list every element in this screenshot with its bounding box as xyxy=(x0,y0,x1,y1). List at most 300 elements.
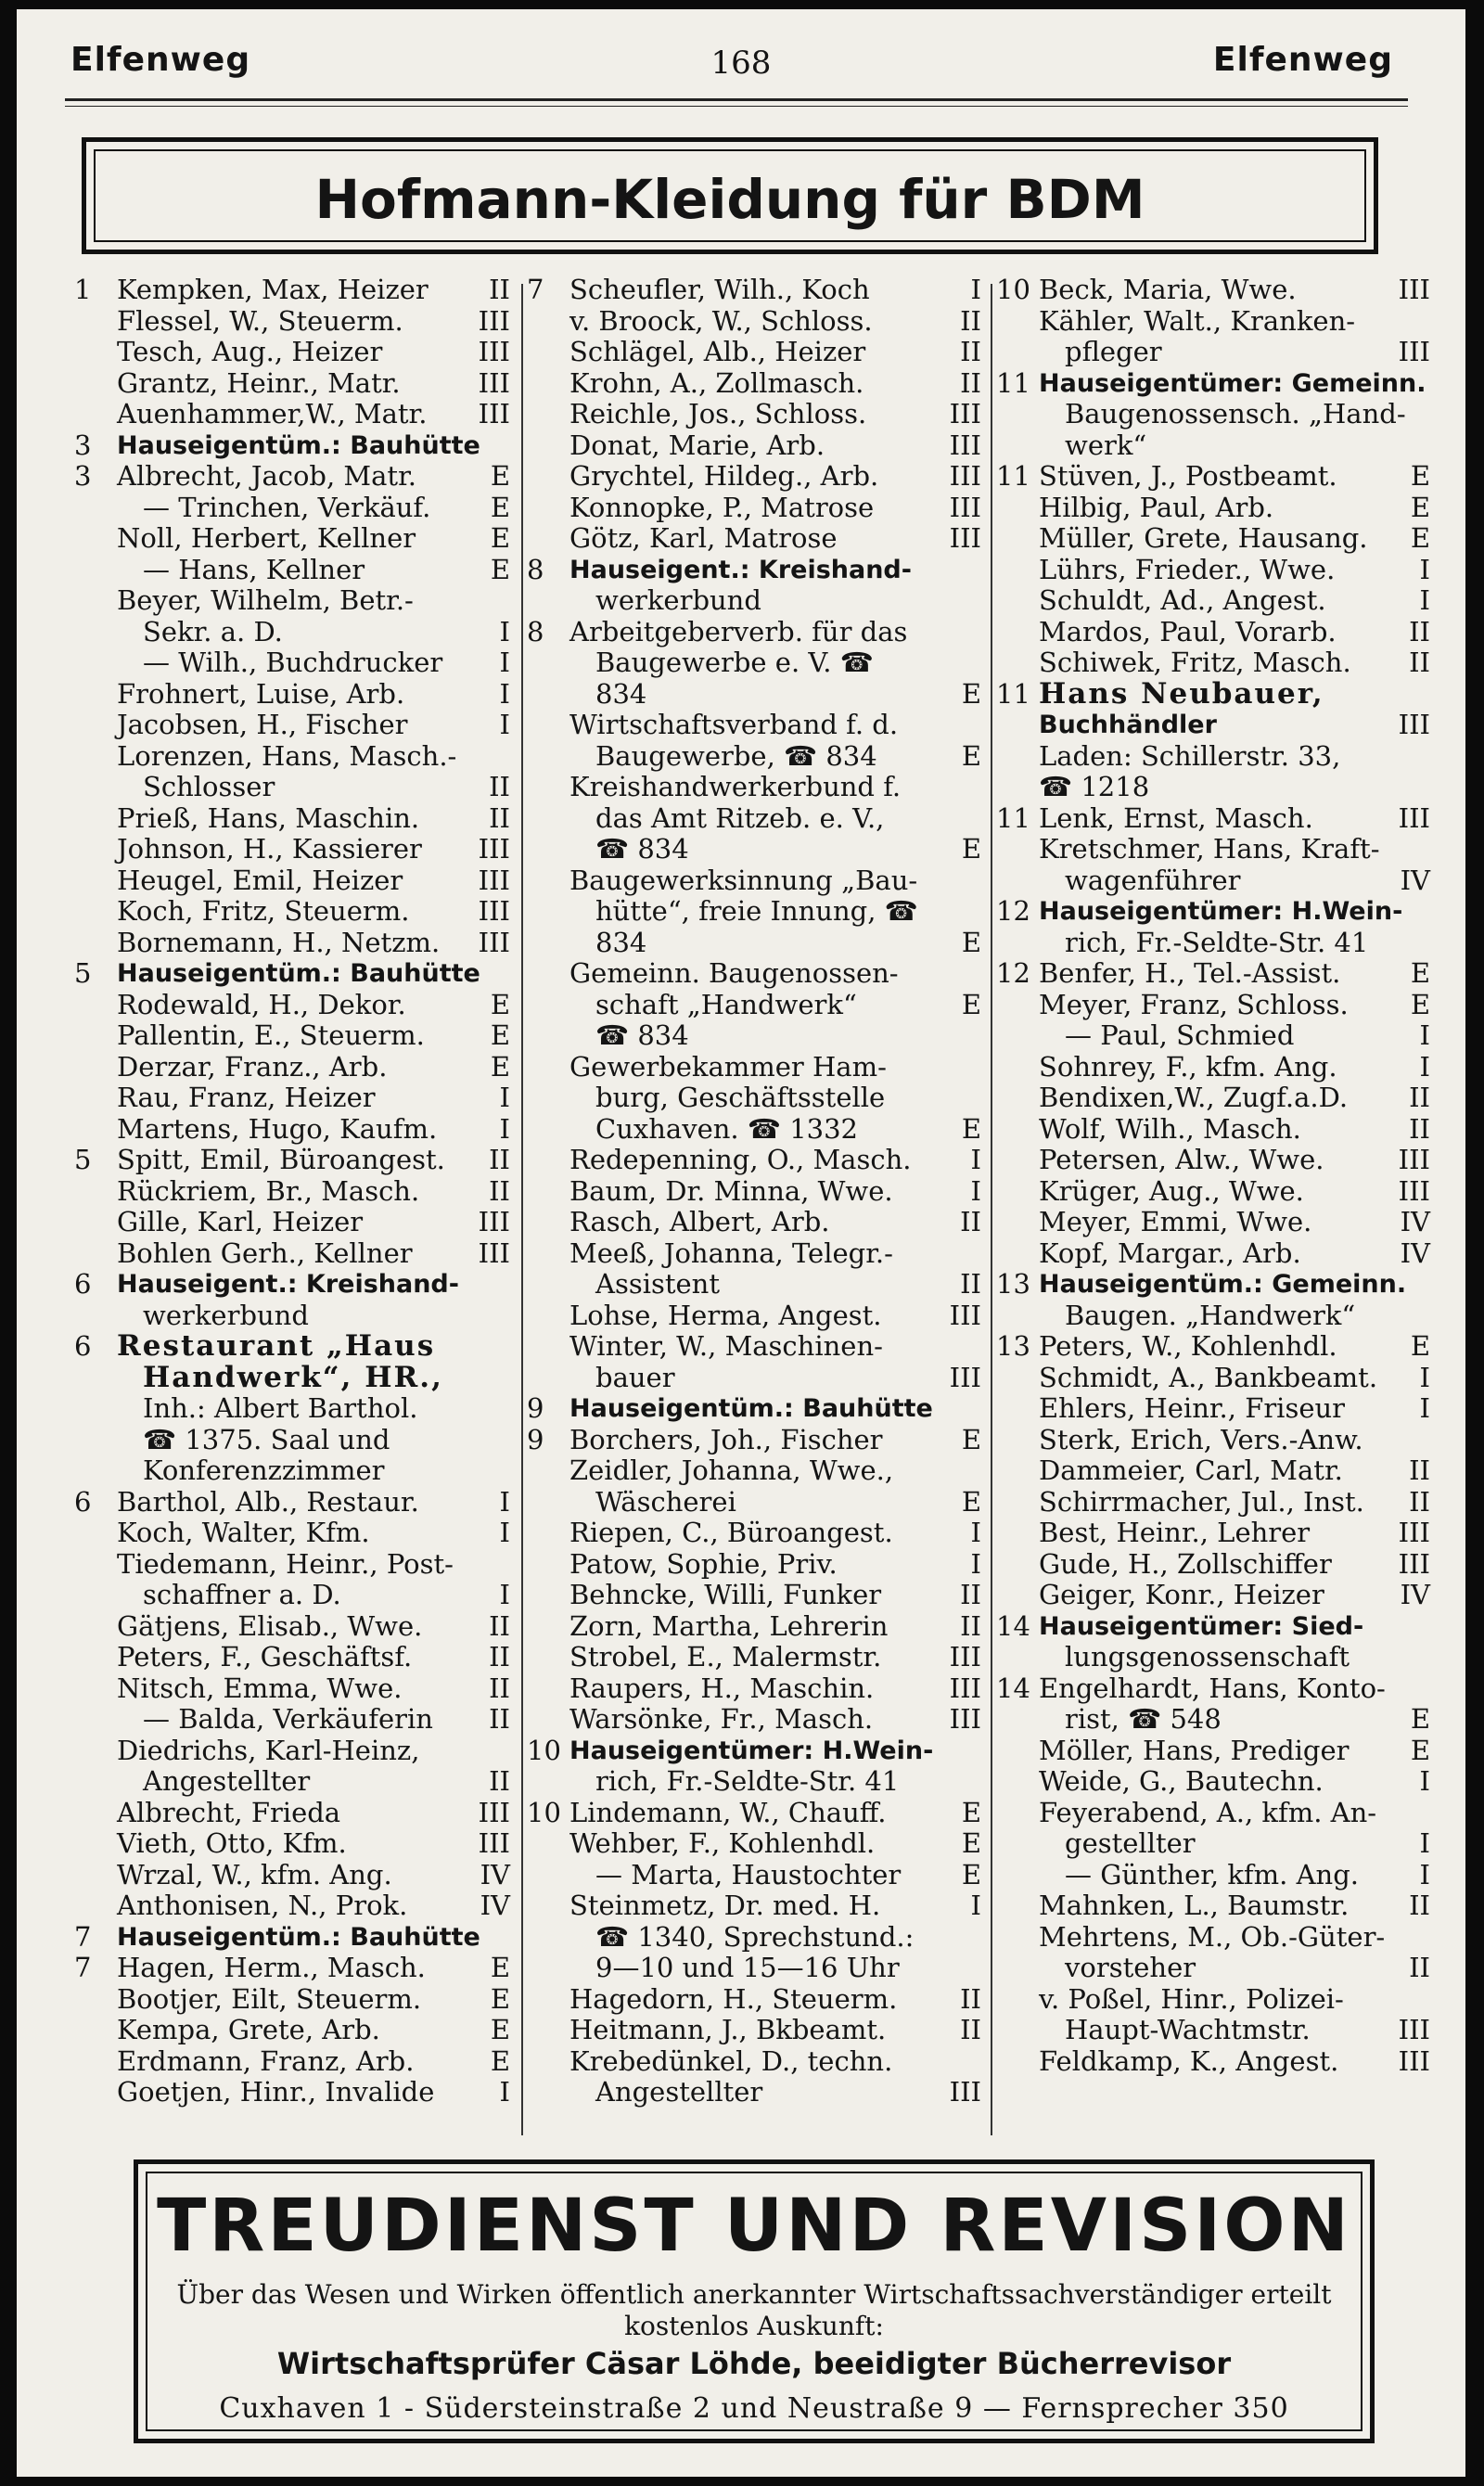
entry-text: Petersen, Alw., Wwe. xyxy=(1039,1144,1324,1175)
entry-text: — Paul, Schmied xyxy=(1065,1019,1295,1051)
entry-text: Hauseigentüm.: Bauhütte xyxy=(117,1922,480,1952)
directory-entry xyxy=(527,1114,981,1146)
floor-level: III xyxy=(1398,2044,1430,2077)
floor-level: III xyxy=(949,2076,981,2108)
directory-entry xyxy=(996,1736,1430,1767)
entry-text: Hauseigentümer: H.Wein- xyxy=(1039,897,1403,926)
entry-text: Steinmetz, Dr. med. H. xyxy=(569,1890,881,1921)
directory-entry xyxy=(527,1207,981,1238)
directory-entry xyxy=(527,1611,981,1643)
entry-text: Baugenossensch. „Hand- xyxy=(1065,398,1406,429)
directory-entry xyxy=(996,1114,1430,1146)
floor-level: III xyxy=(949,1299,981,1331)
directory-entry xyxy=(996,493,1430,524)
floor-level: III xyxy=(478,398,510,429)
entry-text: Rasch, Albert, Arb. xyxy=(569,1206,830,1237)
entry-text: Derzar, Franz., Arb. xyxy=(117,1050,388,1083)
directory-entry xyxy=(527,1020,981,1052)
entry-text: — Marta, Haustochter xyxy=(595,1858,902,1890)
entry-text: Best, Heinr., Lehrer xyxy=(1039,1517,1311,1548)
directory-entry xyxy=(996,772,1430,803)
entry-text: Kreishandwerkerbund f. xyxy=(569,771,902,802)
entry-text: Kähler, Walt., Kranken- xyxy=(1039,304,1356,337)
directory-entry xyxy=(74,1953,510,1984)
entry-text: Wäscherei xyxy=(595,1485,736,1518)
directory-entry xyxy=(996,1238,1430,1270)
floor-level: I xyxy=(970,1517,981,1548)
directory-entry xyxy=(527,710,981,741)
entry-text: Anthonisen, N., Prok. xyxy=(117,1890,408,1921)
entry-text: Lenk, Ernst, Masch. xyxy=(1039,801,1313,834)
directory-entry xyxy=(996,523,1430,555)
directory-entry xyxy=(74,585,510,617)
entry-text: Lorenzen, Hans, Masch.- xyxy=(117,739,457,772)
entry-text: Krüger, Aug., Wwe. xyxy=(1039,1174,1304,1207)
entry-text: Benfer, H., Tel.-Assist. xyxy=(1039,957,1341,989)
floor-level: III xyxy=(1398,1144,1430,1175)
entry-text: hütte“, freie Innung, ☎ xyxy=(595,895,918,927)
directory-entry xyxy=(74,1301,510,1332)
entry-text: Handwerk“, HR., xyxy=(143,1360,443,1394)
directory-entry xyxy=(527,275,981,306)
directory-columns xyxy=(74,275,1428,2139)
entry-text: Gätjens, Elisab., Wwe. xyxy=(117,1609,423,1642)
entry-text: Kretschmer, Hans, Kraft- xyxy=(1039,833,1380,865)
entry-text: Bornemann, H., Netzm. xyxy=(117,926,441,958)
entry-text: rich, Fr.-Seldte-Str. 41 xyxy=(1065,926,1369,958)
directory-entry xyxy=(74,679,510,711)
floor-level: III xyxy=(949,398,981,429)
directory-entry xyxy=(74,1890,510,1922)
entry-text: Bendixen,W., Zugf.a.D. xyxy=(1039,1082,1349,1113)
entry-text: — Trinchen, Verkäuf. xyxy=(143,491,431,523)
entry-text: Hans Neubauer, xyxy=(1039,676,1324,711)
entry-text: Lindemann, W., Chauff. xyxy=(569,1796,887,1828)
entry-text: Prieß, Hans, Maschin. xyxy=(117,801,420,834)
floor-level: III xyxy=(1398,336,1430,367)
floor-level: II xyxy=(1409,1485,1430,1518)
page-header xyxy=(17,9,1465,111)
entry-text: Zorn, Martha, Lehrerin xyxy=(569,1609,889,1642)
entry-text: Koch, Walter, Kfm. xyxy=(117,1517,370,1548)
floor-level: I xyxy=(970,1144,981,1175)
entry-text: Beck, Maria, Wwe. xyxy=(1039,274,1297,305)
entry-text: Wirtschaftsverband f. d. xyxy=(569,709,899,740)
directory-entry xyxy=(996,1145,1430,1176)
entry-text: rist, ☎ 548 xyxy=(1065,1703,1222,1735)
entry-text: ☎ 1375. Saal und xyxy=(143,1423,390,1455)
floor-level: I xyxy=(499,1082,510,1113)
entry-text: Goetjen, Hinr., Invalide xyxy=(117,2076,435,2108)
entry-text: Hauseigentümer: Gemeinn. xyxy=(1039,368,1426,398)
entry-text: Gude, H., Zollschiffer xyxy=(1039,1547,1332,1580)
entry-text: Ehlers, Heinr., Friseur xyxy=(1039,1392,1346,1424)
directory-entry xyxy=(996,1860,1430,1891)
floor-level: II xyxy=(960,2014,981,2045)
entry-text: Mehrtens, M., Ob.-Güter- xyxy=(1039,1920,1386,1953)
directory-entry xyxy=(527,1673,981,1705)
floor-level: E xyxy=(490,1050,510,1083)
directory-entry xyxy=(527,1766,981,1798)
floor-level: E xyxy=(1410,988,1430,1020)
floor-level: III xyxy=(949,1703,981,1735)
entry-text: Barthol, Alb., Restaur. xyxy=(117,1485,419,1518)
entry-text: Heugel, Emil, Heizer xyxy=(117,864,403,896)
house-number: 8 xyxy=(527,553,544,585)
floor-level: E xyxy=(961,1423,981,1455)
directory-entry xyxy=(74,1331,510,1363)
floor-level: I xyxy=(1419,1827,1430,1859)
directory-entry xyxy=(527,399,981,430)
floor-level: E xyxy=(490,1982,510,2015)
advertisement-bottom xyxy=(134,2159,1375,2443)
entry-text: Geiger, Konr., Heizer xyxy=(1039,1579,1324,1610)
floor-level: E xyxy=(1410,957,1430,989)
floor-level: II xyxy=(960,1579,981,1610)
entry-text: Möller, Hans, Prediger xyxy=(1039,1734,1350,1766)
floor-level: III xyxy=(478,1796,510,1828)
directory-entry xyxy=(996,1455,1430,1487)
directory-entry xyxy=(996,1984,1430,2016)
entry-text: Mahnken, L., Baumstr. xyxy=(1039,1890,1350,1921)
directory-entry xyxy=(527,2046,981,2078)
entry-text: werk“ xyxy=(1065,429,1147,461)
entry-text: Kempa, Grete, Arb. xyxy=(117,2014,380,2045)
entry-text: Haupt-Wachtmstr. xyxy=(1065,2014,1311,2045)
directory-entry xyxy=(74,1455,510,1487)
directory-entry xyxy=(527,1549,981,1581)
directory-entry xyxy=(996,1611,1430,1643)
entry-text: ☎ 1218 xyxy=(1039,771,1150,802)
house-number: 11 xyxy=(996,801,1030,834)
directory-page xyxy=(17,9,1465,2477)
directory-entry xyxy=(527,1301,981,1332)
directory-entry xyxy=(74,1984,510,2016)
entry-text: Beyer, Wilhelm, Betr.- xyxy=(117,584,414,616)
floor-level: E xyxy=(961,1858,981,1890)
floor-level: III xyxy=(1398,1547,1430,1580)
entry-text: Zeidler, Johanna, Wwe., xyxy=(569,1454,894,1486)
directory-entry xyxy=(527,896,981,928)
directory-entry xyxy=(996,1487,1430,1519)
floor-level: E xyxy=(961,1112,981,1145)
entry-text: Hagedorn, H., Steuerm. xyxy=(569,1982,898,2015)
directory-entry xyxy=(527,1083,981,1114)
entry-text: Bohlen Gerh., Kellner xyxy=(117,1237,413,1269)
floor-level: III xyxy=(949,1361,981,1393)
house-number: 12 xyxy=(996,895,1030,927)
directory-entry xyxy=(996,958,1430,990)
floor-level: III xyxy=(478,833,510,865)
street-name-left: Elfenweg xyxy=(70,41,251,79)
entry-text: Baugewerbe, ☎ 834 xyxy=(595,739,877,772)
entry-text: Gille, Karl, Heizer xyxy=(117,1206,364,1237)
directory-entry xyxy=(527,461,981,493)
directory-entry xyxy=(527,337,981,368)
floor-level: I xyxy=(970,274,981,305)
entry-text: Winter, W., Maschinen- xyxy=(569,1330,883,1362)
directory-entry xyxy=(527,585,981,617)
entry-text: Noll, Herbert, Kellner xyxy=(117,522,416,554)
floor-level: I xyxy=(499,677,510,710)
directory-entry xyxy=(996,1363,1430,1394)
floor-level: III xyxy=(478,304,510,337)
house-number: 8 xyxy=(527,615,544,647)
house-number: 7 xyxy=(74,1920,92,1953)
directory-entry xyxy=(74,772,510,803)
entry-text: schaft „Handwerk“ xyxy=(595,988,857,1020)
entry-text: Hagen, Herm., Masch. xyxy=(117,1952,426,1983)
directory-entry xyxy=(527,1984,981,2016)
floor-level: II xyxy=(1409,1454,1430,1486)
directory-entry xyxy=(74,1052,510,1083)
directory-entry xyxy=(527,679,981,711)
entry-text: Heitmann, J., Bkbeamt. xyxy=(569,2014,887,2045)
floor-level: E xyxy=(1410,491,1430,523)
directory-entry xyxy=(996,865,1430,897)
floor-level: III xyxy=(1398,274,1430,305)
directory-entry xyxy=(996,2015,1430,2046)
floor-level: II xyxy=(489,1609,510,1642)
floor-level: II xyxy=(489,1144,510,1175)
directory-entry xyxy=(996,1176,1430,1208)
floor-level: II xyxy=(489,1703,510,1735)
directory-entry xyxy=(527,741,981,773)
directory-entry xyxy=(74,1518,510,1549)
entry-text: Restaurant „Haus xyxy=(117,1329,436,1363)
directory-entry xyxy=(527,1145,981,1176)
floor-level: I xyxy=(499,647,510,678)
house-number: 13 xyxy=(996,1268,1030,1300)
directory-entry xyxy=(996,399,1430,430)
house-number: 6 xyxy=(74,1268,92,1300)
entry-text: lungsgenossenschaft xyxy=(1065,1641,1350,1672)
directory-entry xyxy=(527,772,981,803)
entry-text: Feldkamp, K., Angest. xyxy=(1039,2044,1339,2077)
entry-text: Konnopke, P., Matrose xyxy=(569,491,875,523)
floor-level: I xyxy=(499,709,510,740)
entry-text: v. Broock, W., Schloss. xyxy=(569,304,873,337)
floor-level: E xyxy=(961,988,981,1020)
entry-text: v. Poßel, Hinr., Polizei- xyxy=(1039,1982,1344,2015)
entry-text: Warsönke, Fr., Masch. xyxy=(569,1703,874,1735)
floor-level: II xyxy=(960,1206,981,1237)
entry-text: Lührs, Frieder., Wwe. xyxy=(1039,553,1336,585)
entry-text: Strobel, E., Malermstr. xyxy=(569,1641,882,1672)
directory-entry xyxy=(527,1455,981,1487)
house-number: 5 xyxy=(74,957,92,989)
directory-entry xyxy=(74,399,510,430)
entry-text: ☎ 834 xyxy=(595,833,689,865)
page-number: 168 xyxy=(710,45,772,82)
house-number: 5 xyxy=(74,1144,92,1175)
house-number: 9 xyxy=(527,1392,544,1424)
floor-level: II xyxy=(489,1765,510,1797)
directory-entry xyxy=(996,1393,1430,1425)
directory-entry xyxy=(74,275,510,306)
entry-text: wagenführer xyxy=(1065,864,1241,896)
house-number: 7 xyxy=(74,1952,92,1983)
directory-entry xyxy=(527,990,981,1021)
floor-level: I xyxy=(1419,1765,1430,1797)
directory-entry xyxy=(74,337,510,368)
directory-entry xyxy=(527,430,981,462)
directory-entry xyxy=(996,2046,1430,2078)
directory-entry xyxy=(74,1176,510,1208)
entry-text: Müller, Grete, Hausang. xyxy=(1039,522,1368,554)
entry-text: Frohnert, Luise, Arb. xyxy=(117,677,405,710)
entry-text: rich, Fr.-Seldte-Str. 41 xyxy=(595,1765,900,1797)
floor-level: I xyxy=(1419,1019,1430,1051)
entry-text: vorsteher xyxy=(1065,1952,1196,1983)
entry-text: Kempken, Max, Heizer xyxy=(117,274,429,305)
directory-entry xyxy=(527,1176,981,1208)
floor-level: III xyxy=(478,336,510,367)
floor-level: E xyxy=(961,1485,981,1518)
floor-level: I xyxy=(1419,584,1430,616)
entry-text: Mardos, Paul, Vorarb. xyxy=(1039,615,1337,647)
directory-entry xyxy=(527,834,981,865)
floor-level: IV xyxy=(480,1858,510,1890)
entry-text: Wehber, F., Kohlenhdl. xyxy=(569,1827,876,1859)
directory-entry xyxy=(527,958,981,990)
floor-level: I xyxy=(1419,1050,1430,1083)
entry-text: das Amt Ritzeb. e. V., xyxy=(595,801,885,834)
directory-entry xyxy=(996,430,1430,462)
directory-entry xyxy=(527,1704,981,1736)
directory-entry xyxy=(527,1238,981,1270)
floor-level: I xyxy=(499,1112,510,1145)
entry-text: Diedrichs, Karl-Heinz, xyxy=(117,1734,420,1766)
directory-entry xyxy=(74,1269,510,1301)
floor-level: E xyxy=(961,1827,981,1859)
house-number: 1 xyxy=(74,274,92,305)
floor-level: III xyxy=(949,522,981,554)
advertisement-top xyxy=(82,137,1378,254)
house-number: 12 xyxy=(996,957,1030,989)
entry-text: Hauseigentümer: Sied- xyxy=(1039,1611,1364,1641)
entry-text: Schirrmacher, Jul., Inst. xyxy=(1039,1485,1364,1518)
house-number: 10 xyxy=(996,274,1030,305)
entry-text: Lohse, Herma, Angest. xyxy=(569,1299,882,1331)
floor-level: E xyxy=(490,460,510,492)
directory-entry xyxy=(527,523,981,555)
floor-level: II xyxy=(1409,1112,1430,1145)
floor-level: E xyxy=(1410,1734,1430,1766)
entry-text: — Günther, kfm. Ang. xyxy=(1065,1858,1359,1890)
entry-text: ☎ 1340, Sprechstund.: xyxy=(595,1920,915,1953)
directory-entry xyxy=(996,834,1430,865)
directory-entry xyxy=(527,1269,981,1301)
directory-entry xyxy=(527,2015,981,2046)
floor-level: I xyxy=(499,1485,510,1518)
directory-entry xyxy=(74,1145,510,1176)
floor-level: E xyxy=(490,2044,510,2077)
entry-text: Auenhammer,W., Matr. xyxy=(117,398,428,429)
directory-entry xyxy=(996,1083,1430,1114)
entry-text: Rückriem, Br., Masch. xyxy=(117,1174,420,1207)
entry-text: Sterk, Erich, Vers.-Anw. xyxy=(1039,1423,1363,1455)
entry-text: Dammeier, Carl, Matr. xyxy=(1039,1454,1343,1486)
floor-level: III xyxy=(949,460,981,492)
directory-entry xyxy=(74,461,510,493)
house-number: 11 xyxy=(996,460,1030,492)
entry-text: Donat, Marie, Arb. xyxy=(569,429,825,461)
column-divider xyxy=(991,284,992,2135)
directory-entry xyxy=(527,1890,981,1922)
floor-level: II xyxy=(489,801,510,834)
entry-text: Reichle, Jos., Schloss. xyxy=(569,398,867,429)
directory-entry xyxy=(74,928,510,959)
house-number: 3 xyxy=(74,460,92,492)
directory-entry xyxy=(74,617,510,648)
directory-entry xyxy=(74,741,510,773)
floor-level: III xyxy=(478,864,510,896)
house-number: 6 xyxy=(74,1330,92,1362)
floor-level: II xyxy=(489,1641,510,1672)
directory-entry xyxy=(74,1425,510,1456)
directory-entry xyxy=(74,1020,510,1052)
floor-level: II xyxy=(960,304,981,337)
directory-entry xyxy=(527,1518,981,1549)
entry-text: Feyerabend, A., kfm. An- xyxy=(1039,1796,1377,1828)
entry-text: Nitsch, Emma, Wwe. xyxy=(117,1672,403,1704)
entry-text: Baum, Dr. Minna, Wwe. xyxy=(569,1174,893,1207)
ad-bottom-line3: Cuxhaven 1 - Südersteinstraße 2 und Neustraße 9 — Fernsprecher 350 xyxy=(219,2392,1289,2425)
house-number: 6 xyxy=(74,1485,92,1518)
directory-entry xyxy=(527,1393,981,1425)
entry-text: Hauseigentümer: H.Wein- xyxy=(569,1736,934,1765)
directory-entry xyxy=(996,803,1430,835)
directory-entry xyxy=(74,1828,510,1860)
floor-level: IV xyxy=(1400,1579,1430,1610)
directory-entry xyxy=(996,1425,1430,1456)
directory-entry xyxy=(996,1580,1430,1611)
floor-level: III xyxy=(949,429,981,461)
entry-text: Sohnrey, F., kfm. Ang. xyxy=(1039,1050,1337,1083)
entry-text: Hauseigent.: Kreishand- xyxy=(117,1270,459,1299)
entry-text: burg, Geschäftsstelle xyxy=(595,1082,886,1113)
floor-level: E xyxy=(490,988,510,1020)
directory-entry xyxy=(527,617,981,648)
directory-entry xyxy=(74,1393,510,1425)
directory-entry xyxy=(74,1207,510,1238)
entry-text: Borchers, Joh., Fischer xyxy=(569,1423,883,1455)
entry-text: Schmidt, A., Bankbeamt. xyxy=(1039,1361,1378,1393)
entry-text: — Wilh., Buchdrucker xyxy=(143,647,443,678)
floor-level: III xyxy=(478,366,510,399)
floor-level: I xyxy=(1419,553,1430,585)
entry-text: gestellter xyxy=(1065,1827,1196,1859)
floor-level: II xyxy=(960,366,981,399)
directory-entry xyxy=(74,1580,510,1611)
floor-level: III xyxy=(1398,1174,1430,1207)
floor-level: E xyxy=(961,677,981,710)
floor-level: III xyxy=(478,926,510,958)
directory-entry xyxy=(74,2015,510,2046)
house-number: 10 xyxy=(527,1796,561,1828)
directory-entry xyxy=(74,1642,510,1673)
entry-text: Redepenning, O., Masch. xyxy=(569,1144,912,1175)
entry-text: 834 xyxy=(595,926,647,958)
directory-entry xyxy=(74,1704,510,1736)
entry-text: Baugewerbe e. V. ☎ xyxy=(595,647,874,678)
entry-text: pfleger xyxy=(1065,336,1162,367)
house-number: 7 xyxy=(527,274,544,305)
directory-entry xyxy=(74,896,510,928)
floor-level: II xyxy=(489,1174,510,1207)
entry-text: Gemeinn. Baugenossen- xyxy=(569,957,899,989)
